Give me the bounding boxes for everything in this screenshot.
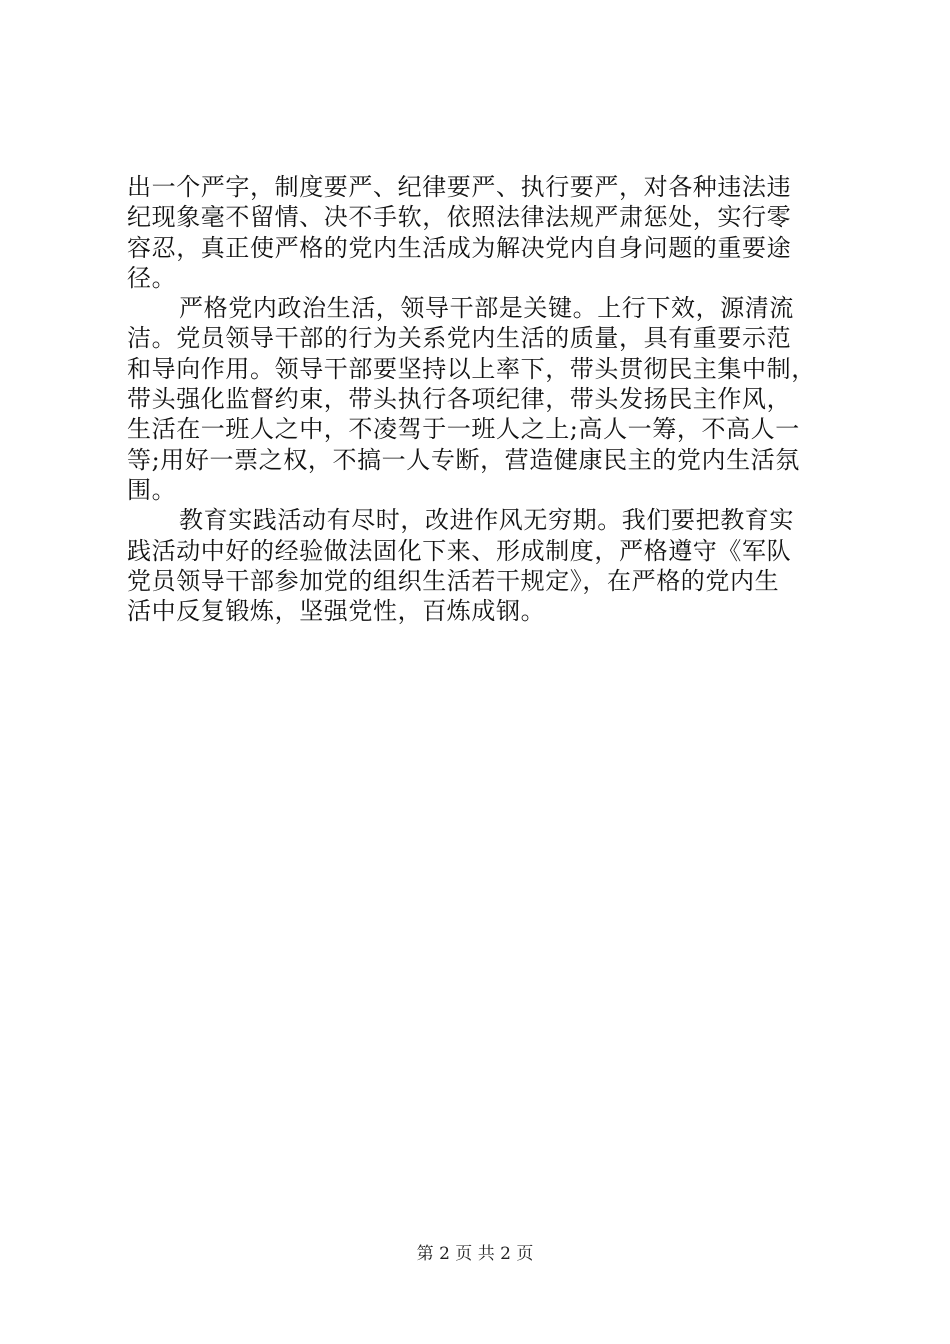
text-line: 围。 [127, 475, 177, 504]
paragraph-start-line: 教育实践活动有尽时，改进作风无穷期。我们要把教育实 [179, 506, 794, 535]
text-line: 等;用好一票之权，不搞一人专断，营造健康民主的党内生活氛 [127, 445, 800, 474]
paragraph-start-line: 严格党内政治生活，领导干部是关键。上行下效，源清流 [179, 294, 794, 323]
text-line: 活中反复锻炼，坚强党性，百炼成钢。 [127, 597, 546, 626]
text-line: 洁。党员领导干部的行为关系党内生活的质量，具有重要示范 [127, 324, 792, 353]
text-line: 和导向作用。领导干部要坚持以上率下，带头贯彻民主集中制， [127, 354, 816, 383]
text-line: 带头强化监督约束，带头执行各项纪律，带头发扬民主作风， [127, 385, 792, 414]
body-text [127, 172, 847, 626]
text-line: 径。 [127, 263, 177, 292]
text-line: 党员领导干部参加党的组织生活若干规定》，在严格的党内生 [127, 566, 780, 595]
text-line: 出一个严字，制度要严、纪律要严、执行要严，对各种违法违 [127, 173, 792, 201]
page-number-footer: 第 2 页 共 2 页 [416, 1244, 534, 1264]
text-line: 容忍，真正使严格的党内生活成为解决党内自身问题的重要途 [127, 233, 792, 262]
text-line: 践活动中好的经验做法固化下来、形成制度，严格遵守《军队 [127, 536, 792, 565]
text-line: 纪现象毫不留情、决不手软，依照法律法规严肃惩处，实行零 [127, 203, 792, 232]
text-line: 生活在一班人之中，不凌驾于一班人之上;高人一筹，不高人一 [127, 415, 800, 444]
